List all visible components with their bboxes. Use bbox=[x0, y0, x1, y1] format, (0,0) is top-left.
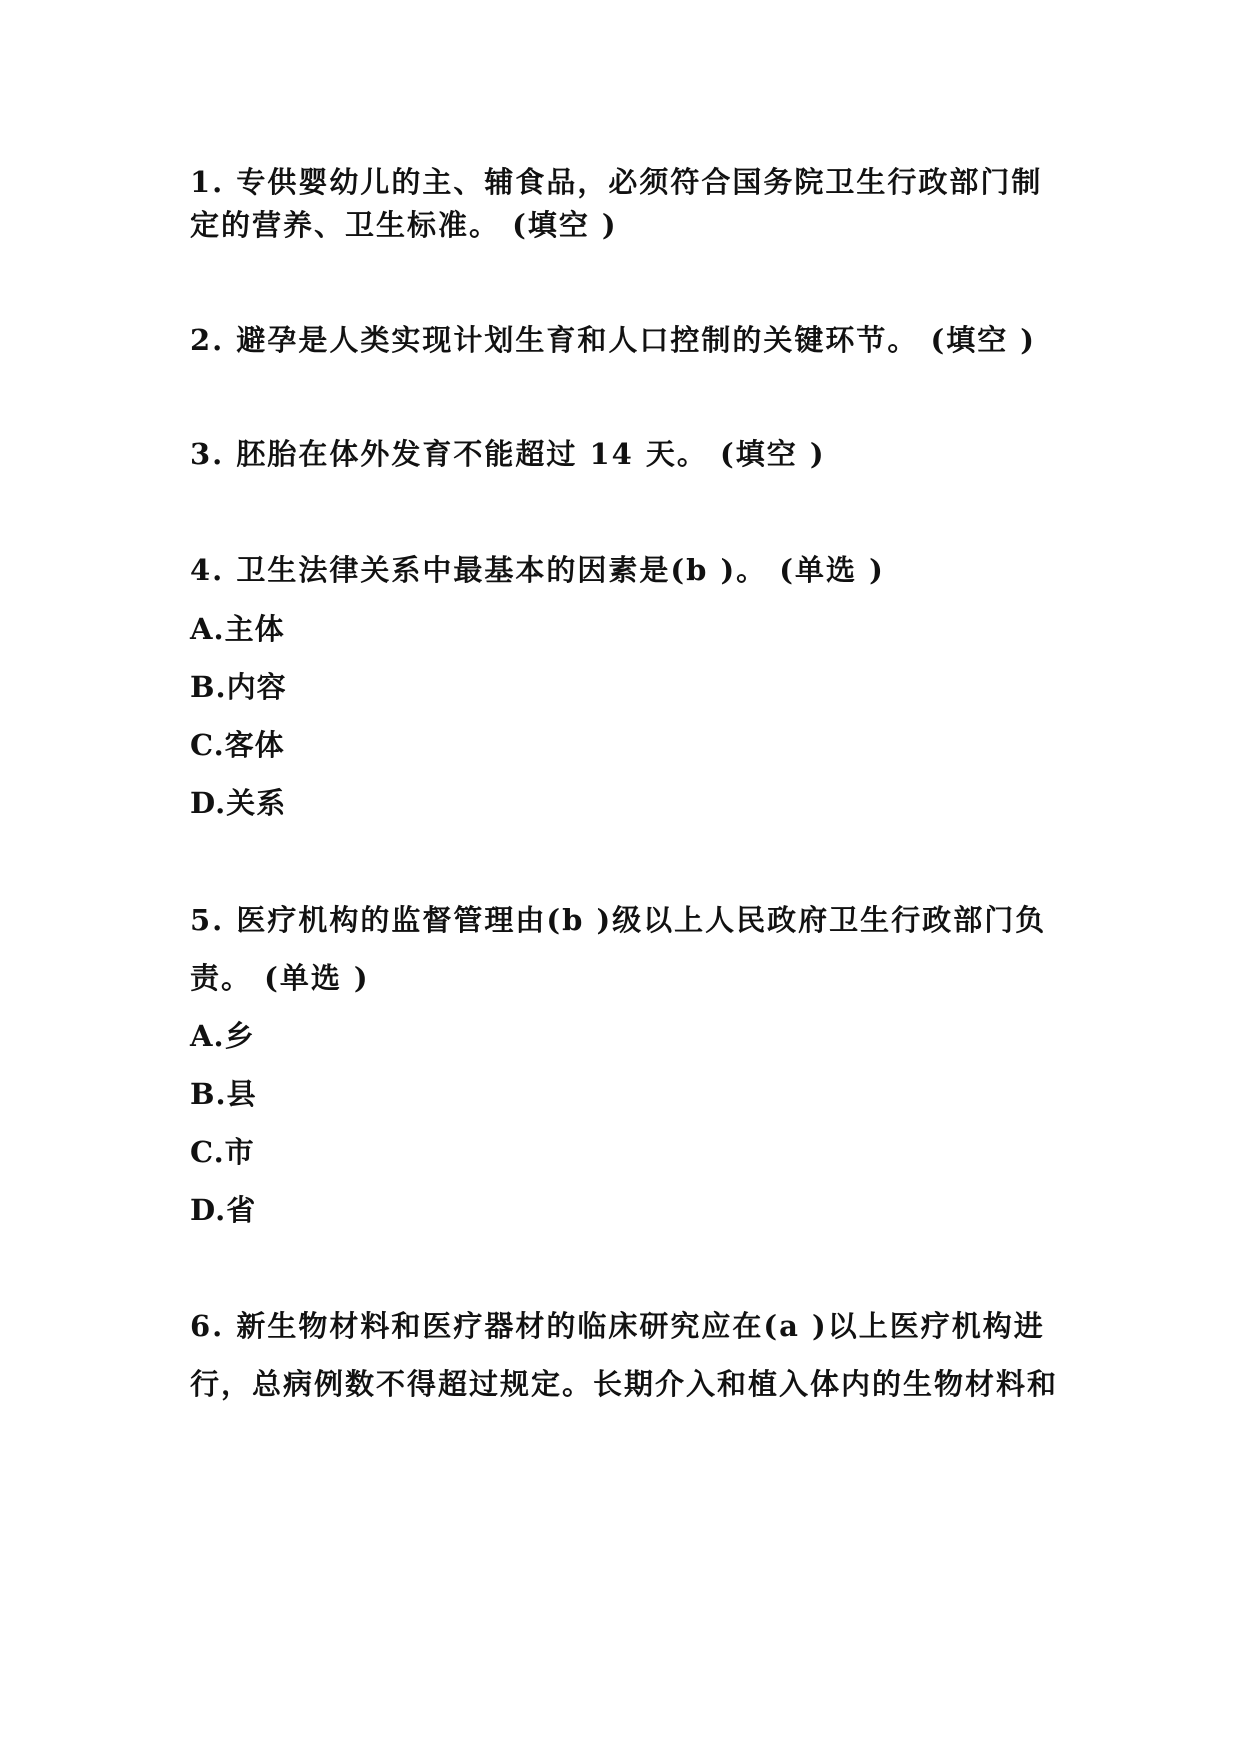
question-4-option-d: D.关系 bbox=[190, 786, 287, 820]
question-4-line-1: 4. 卫生法律关系中最基本的因素是(b )。 (单选 ) bbox=[190, 553, 885, 587]
question-5-option-a: A.乡 bbox=[190, 1019, 255, 1053]
question-5-line-1: 5. 医疗机构的监督管理由(b )级以上人民政府卫生行政部门负 bbox=[190, 903, 1047, 937]
question-5-line-2: 责。 (单选 ) bbox=[190, 961, 370, 995]
question-2-line-1: 2. 避孕是人类实现计划生育和人口控制的关键环节。 (填空 ) bbox=[190, 323, 1037, 357]
question-5-option-b: B.县 bbox=[190, 1077, 257, 1111]
question-3-line-1: 3. 胚胎在体外发育不能超过 14 天。 (填空 ) bbox=[190, 437, 826, 471]
question-4-option-a: A.主体 bbox=[190, 612, 285, 646]
question-1-line-2: 定的营养、卫生标准。 (填空 ) bbox=[190, 208, 618, 242]
question-6-line-1: 6. 新生物材料和医疗器材的临床研究应在(a )以上医疗机构进 bbox=[190, 1309, 1045, 1343]
question-1-line-1: 1. 专供婴幼儿的主、辅食品，必须符合国务院卫生行政部门制 bbox=[190, 165, 1043, 199]
question-4-option-b: B.内容 bbox=[190, 670, 287, 704]
question-4-option-c: C.客体 bbox=[190, 728, 285, 762]
question-6-line-2: 行，总病例数不得超过规定。长期介入和植入体内的生物材料和 bbox=[190, 1367, 1059, 1401]
question-5-option-c: C.市 bbox=[190, 1135, 255, 1169]
question-5-option-d: D.省 bbox=[190, 1193, 257, 1227]
